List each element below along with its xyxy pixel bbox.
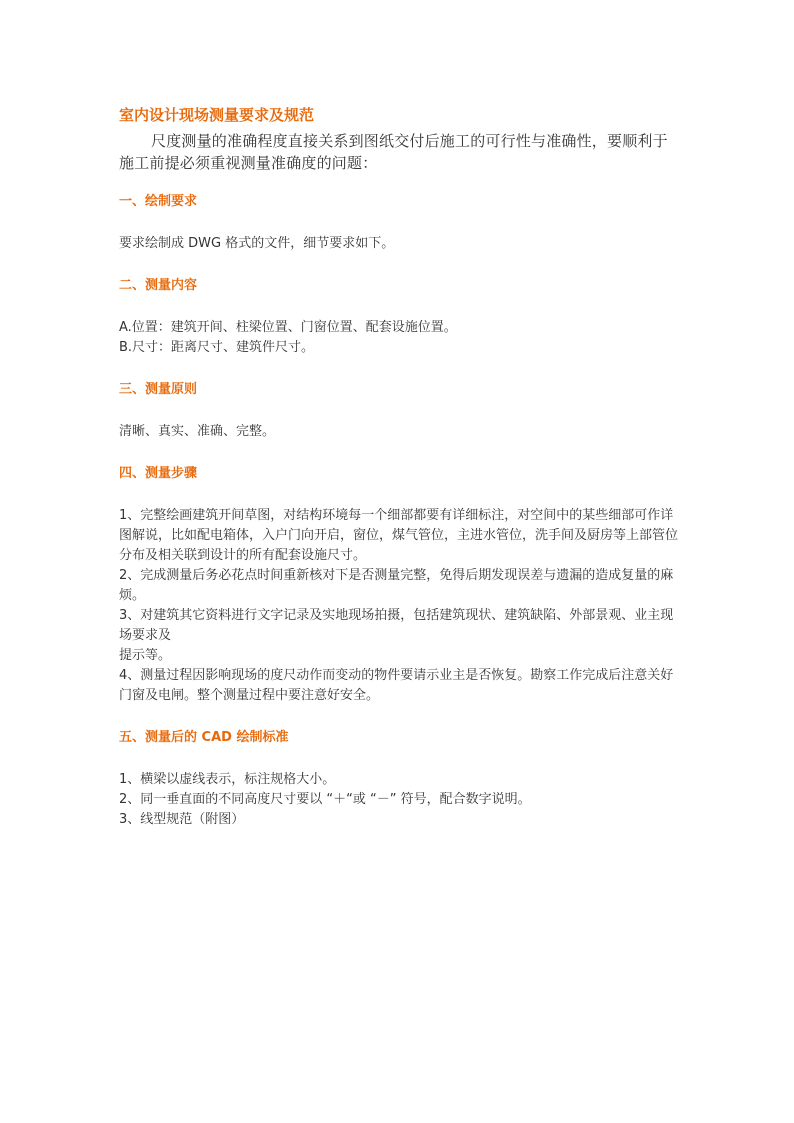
section-line: 1、横梁以虚线表示，标注规格大小。 <box>119 772 336 787</box>
section-line: 要求绘制成 DWG 格式的文件，细节要求如下。 <box>119 236 395 251</box>
intro-paragraph: 尺度测量的准确程度直接关系到图纸交付后施工的可行性与准确性，要顺利于施工前提必须重视测量准确度的问题： <box>119 132 668 172</box>
section-heading: 二、测量内容 <box>119 278 198 293</box>
section-heading: 四、测量步骤 <box>119 466 198 481</box>
section-line: 1、完整绘画建筑开间草图，对结构环境每一个细部都要有详细标注，对空间中的某些细部可作详图解说，比如配电箱体，入户门向开启，窗位，煤气管位，主进水管位，洗手间及厨房等上部管位分布及相关联到设计的所有配套设施尺寸。 <box>119 508 679 563</box>
section-line: 2、完成测量后务必花点时间重新核对下是否测量完整，免得后期发现误差与遗漏的造成复量的麻烦。 <box>119 568 674 603</box>
section-heading: 三、测量原则 <box>119 382 198 397</box>
section-line: 3、线型规范（附图） <box>119 812 245 827</box>
section-cad-standards <box>119 728 679 830</box>
section-measurement-principles <box>119 380 679 442</box>
section-drawing-requirements <box>119 192 679 254</box>
section-line: A.位置：建筑开间、柱梁位置、门窗位置、配套设施位置。 <box>119 320 457 335</box>
section-line: B.尺寸：距离尺寸、建筑件尺寸。 <box>119 340 315 355</box>
section-line: 3、对建筑其它资料进行文字记录及实地现场拍摄，包括建筑现状、建筑缺陷、外部景观、业主现场要求及 <box>119 608 674 643</box>
section-measurement-steps <box>119 464 679 706</box>
section-line: 清晰、真实、准确、完整。 <box>119 424 276 439</box>
document-page <box>119 104 679 830</box>
section-line: 提示等。 <box>119 648 172 663</box>
section-measurement-content <box>119 276 679 358</box>
document-title: 室内设计现场测量要求及规范 <box>119 106 315 124</box>
section-heading: 一、绘制要求 <box>119 194 198 209</box>
section-heading: 五、测量后的 CAD 绘制标准 <box>119 730 289 745</box>
section-line: 4、测量过程因影响现场的度尺动作而变动的物件要请示业主是否恢复。勘察工作完成后注意关好门窗及电闸。整个测量过程中要注意好安全。 <box>119 668 674 703</box>
section-line: 2、同一垂直面的不同高度尺寸要以 “＋“或 “－” 符号，配合数字说明。 <box>119 792 531 807</box>
